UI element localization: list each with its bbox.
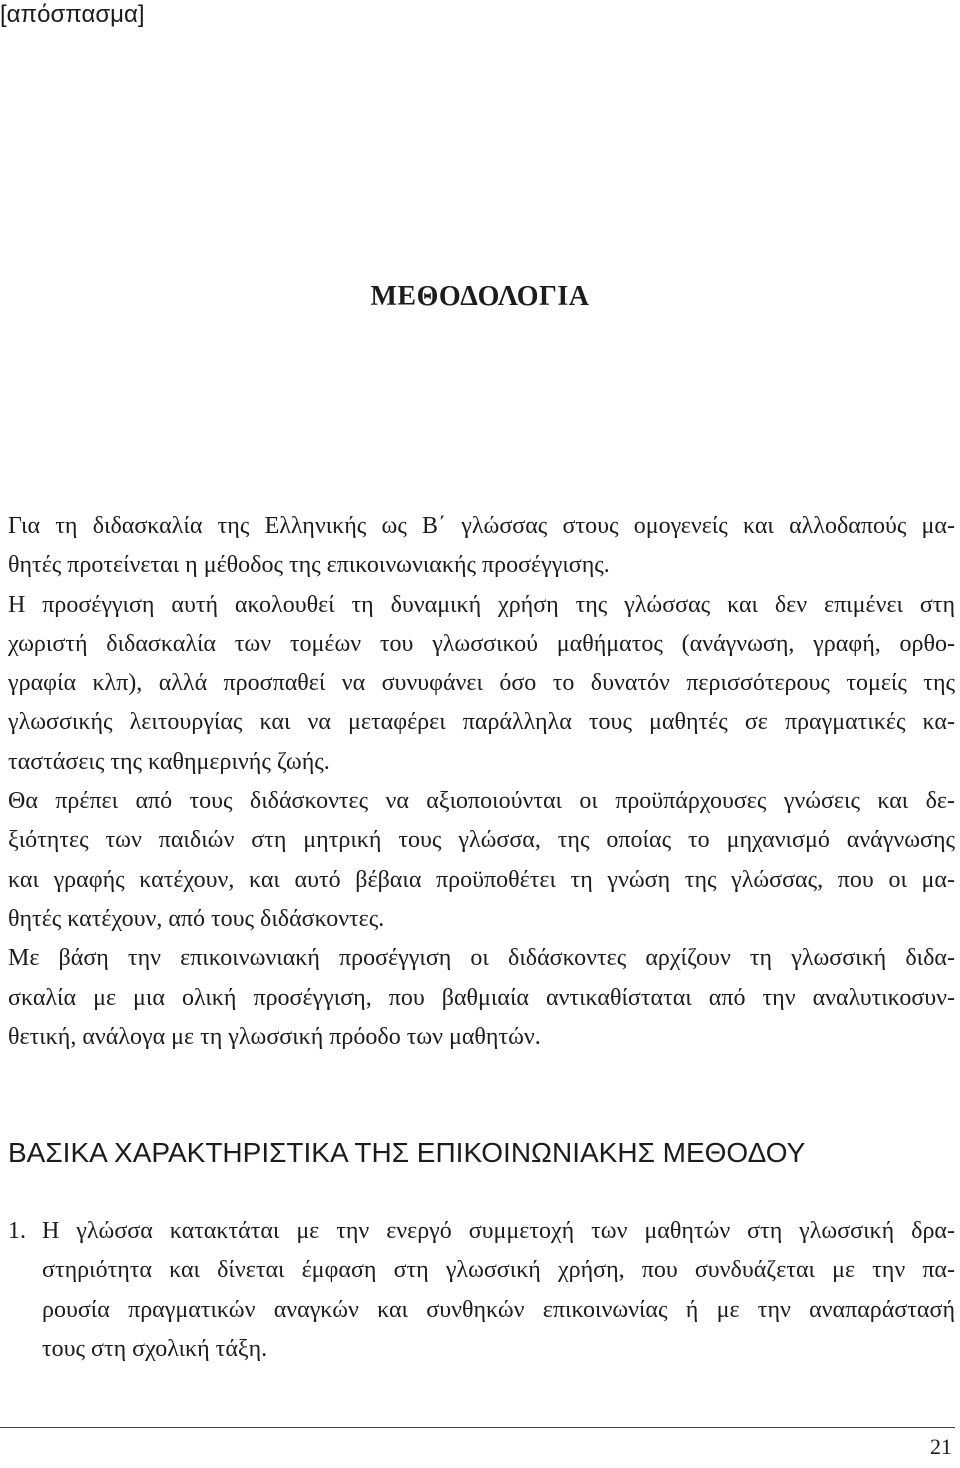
paragraph-line: και γραφής κατέχουν, και αυτό βέβαια προϋποθέτει τη γνώση της γλώσσας, που οι μα- [8, 866, 955, 893]
feature-list [8, 1212, 955, 1369]
list-item-line: τους στη σχολική τάξη. [42, 1335, 268, 1362]
paragraph-intro [8, 507, 955, 586]
list-item [8, 1212, 955, 1369]
list-item-line: Η γλώσσα κατακτάται με την ενεργό συμμετοχή των μαθητών στη γλωσσική δρα- [42, 1218, 955, 1244]
paragraph-line: ταστάσεις της καθημερινής ζωής. [8, 748, 330, 775]
paragraph-line: χωριστή διδασκαλία των τομέων του γλωσσικού μαθήματος (ανάγνωση, γραφή, ορθο- [8, 630, 955, 657]
page-title: ΜΕΘΟΔΟΛΟΓΙΑ [370, 281, 590, 312]
paragraph-line: Για τη διδασκαλία της Ελληνικής ως Β΄ γλώσσας στους ομογενείς και αλλοδαπούς μα- [8, 513, 955, 539]
paragraph-line: σκαλία με μια ολική προσέγγιση, που βαθμιαία αντικαθίσταται από την αναλυτικοσυν- [8, 984, 955, 1011]
paragraph-line: θητές προτείνεται η μέθοδος της επικοινωνιακής προσέγγισης. [8, 552, 610, 579]
paragraph-line: Θα πρέπει από τους διδάσκοντες να αξιοποιούνται οι προϋπάρχουσες γνώσεις και δε- [8, 788, 955, 815]
paragraph-line: ξιότητες των παιδιών στη μητρική τους γλώσσα, της οποίας το μηχανισμό ανάγνωσης [8, 827, 955, 854]
list-item-line: ρουσία πραγματικών αναγκών και συνθηκών επικοινωνίας ή με την αναπαράστασή [42, 1296, 955, 1323]
paragraph-line: γραφία κλπ), αλλά προσπαθεί να συνυφάνει όσο το δυνατόν περισσότερους τομείς της [8, 670, 955, 697]
paragraph-line: Η προσέγγιση αυτή ακολουθεί τη δυναμική χρήση της γλώσσας και δεν επιμένει στη [8, 591, 955, 618]
excerpt-label: [απόσπασμα] [0, 1, 145, 28]
paragraph-line: γλωσσικής λειτουργίας και να μεταφέρει παράλληλα τους μαθητές σε πραγματικές κα- [8, 709, 955, 736]
list-item-line: στηριότητα και δίνεται έμφαση στη γλωσσική χρήση, που συνδυάζεται με την πα- [42, 1257, 955, 1284]
footer-rule [0, 1427, 955, 1428]
list-number: 1. [8, 1218, 26, 1244]
paragraph-line: Με βάση την επικοινωνιακή προσέγγιση οι διδάσκοντες αρχίζουν τη γλωσσική διδα- [8, 945, 955, 972]
body-text [8, 507, 955, 1057]
paragraph-approach [8, 586, 955, 782]
paragraph-line: θετική, ανάλογα με τη γλωσσική πρόοδο των μαθητών. [8, 1023, 541, 1050]
page-number: 21 [930, 1434, 952, 1459]
paragraph-prior-knowledge [8, 782, 955, 939]
paragraph-holistic [8, 939, 955, 1057]
section-heading: ΒΑΣΙΚΑ ΧΑΡΑΚΤΗΡΙΣΤΙΚΑ ΤΗΣ ΕΠΙΚΟΙΝΩΝΙΑΚΗΣ ΜΕΘΟΔΟΥ [8, 1137, 806, 1168]
list-item-text [42, 1212, 955, 1369]
paragraph-line: θητές κατέχουν, από τους διδάσκοντες. [8, 905, 385, 932]
